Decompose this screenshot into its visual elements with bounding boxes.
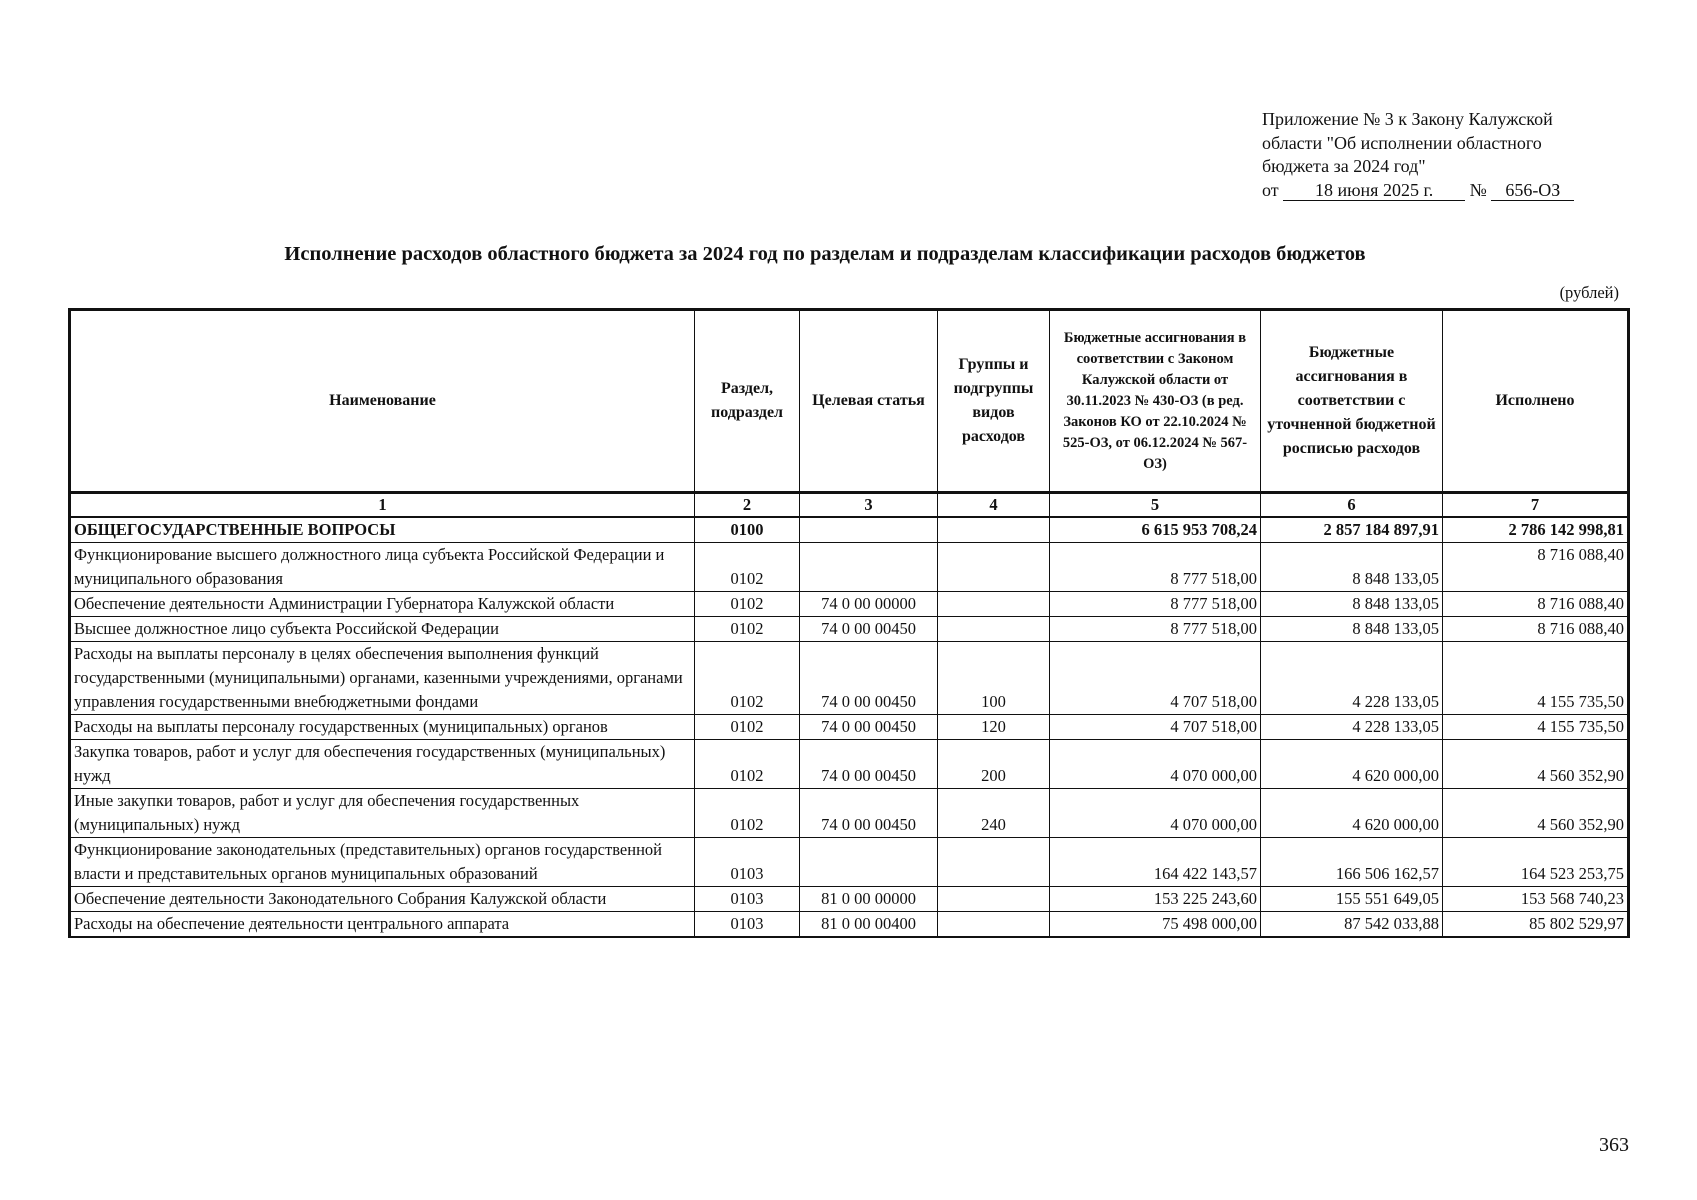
row-name: Высшее должностное лицо субъекта Российской Федерации [70,617,695,642]
appendix-line-3: бюджета за 2024 год" [1262,156,1426,176]
row-group [938,592,1050,617]
row-executed-amount: 4 155 735,50 [1443,642,1629,715]
row-group: 200 [938,740,1050,789]
row-section: 0100 [695,517,800,543]
column-number: 7 [1443,493,1629,518]
row-executed-amount: 4 155 735,50 [1443,715,1629,740]
appendix-date-line [1262,179,1622,203]
row-name: Расходы на выплаты персоналу государственных (муниципальных) органов [70,715,695,740]
header-groups: Группы и подгруппы видов расходов [938,310,1050,493]
row-group [938,617,1050,642]
row-refined-amount: 155 551 649,05 [1261,887,1443,912]
row-target [800,517,938,543]
row-name: Расходы на выплаты персоналу в целях обеспечения выполнения функций государственными (муниципальными) органами, казенными учреждениями, органами управления государственными внебюджетными фондами [70,642,695,715]
row-section: 0102 [695,543,800,592]
row-law-amount: 8 777 518,00 [1050,617,1261,642]
row-refined-amount: 2 857 184 897,91 [1261,517,1443,543]
row-section: 0102 [695,642,800,715]
row-refined-amount: 4 620 000,00 [1261,740,1443,789]
row-law-amount: 4 070 000,00 [1050,740,1261,789]
row-group: 100 [938,642,1050,715]
column-number: 5 [1050,493,1261,518]
table-header-row [70,310,1629,493]
appendix-note [1262,108,1622,202]
row-target: 74 0 00 00450 [800,617,938,642]
column-number: 4 [938,493,1050,518]
row-refined-amount: 4 620 000,00 [1261,789,1443,838]
row-target [800,838,938,887]
row-refined-amount: 87 542 033,88 [1261,912,1443,938]
table-row [70,789,1629,838]
row-executed-amount: 85 802 529,97 [1443,912,1629,938]
row-name: Закупка товаров, работ и услуг для обеспечения государственных (муниципальных) нужд [70,740,695,789]
row-law-amount: 4 707 518,00 [1050,715,1261,740]
row-target: 74 0 00 00450 [800,642,938,715]
number-prefix: № [1469,179,1487,200]
row-group [938,912,1050,938]
document-title: Исполнение расходов областного бюджета за 2024 год по разделам и подразделам классификации расходов бюджетов [284,243,1366,265]
row-executed-amount: 8 716 088,40 [1443,592,1629,617]
row-refined-amount: 8 848 133,05 [1261,592,1443,617]
table-row [70,592,1629,617]
table-row [70,617,1629,642]
row-executed-amount: 4 560 352,90 [1443,789,1629,838]
column-number: 1 [70,493,695,518]
page-number: 363 [1599,1134,1629,1156]
table-row [70,912,1629,938]
row-section: 0103 [695,912,800,938]
row-target: 74 0 00 00000 [800,592,938,617]
table-row [70,887,1629,912]
header-section: Раздел, подраздел [695,310,800,493]
row-group [938,517,1050,543]
appendix-line-2: области "Об исполнении областного [1262,132,1542,153]
row-group: 240 [938,789,1050,838]
row-name: Расходы на обеспечение деятельности центрального аппарата [70,912,695,938]
header-law-allocations: Бюджетные ассигнования в соответствии с Законом Калужской области от 30.11.2023 № 430-ОЗ (в ред. Законов КО от 22.10.2024 № 525-ОЗ, от 06.12.2024 № 567-ОЗ) [1050,310,1261,493]
row-section: 0103 [695,838,800,887]
row-law-amount: 153 225 243,60 [1050,887,1261,912]
table-row [70,543,1629,592]
row-refined-amount: 4 228 133,05 [1261,642,1443,715]
row-target [800,543,938,592]
row-law-amount: 75 498 000,00 [1050,912,1261,938]
row-law-amount: 4 707 518,00 [1050,642,1261,715]
row-name: Функционирование высшего должностного лица субъекта Российской Федерации и муниципального образования [70,543,695,592]
row-target: 81 0 00 00400 [800,912,938,938]
table-row [70,517,1629,543]
row-group [938,543,1050,592]
row-name: ОБЩЕГОСУДАРСТВЕННЫЕ ВОПРОСЫ [70,517,695,543]
date-prefix: от [1262,179,1279,200]
header-refined-allocations: Бюджетные ассигнования в соответствии с уточненной бюджетной росписью расходов [1261,310,1443,493]
row-target: 74 0 00 00450 [800,740,938,789]
column-number: 2 [695,493,800,518]
table-row [70,642,1629,715]
header-executed: Исполнено [1443,310,1629,493]
row-section: 0102 [695,617,800,642]
law-number: 656-ОЗ [1491,180,1574,201]
row-name: Обеспечение деятельности Администрации Губернатора Калужской области [70,592,695,617]
row-target: 74 0 00 00450 [800,789,938,838]
row-executed-amount: 153 568 740,23 [1443,887,1629,912]
row-executed-amount: 8 716 088,40 [1443,543,1629,592]
row-group [938,838,1050,887]
row-law-amount: 8 777 518,00 [1050,543,1261,592]
table-row [70,838,1629,887]
row-refined-amount: 166 506 162,57 [1261,838,1443,887]
row-law-amount: 4 070 000,00 [1050,789,1261,838]
row-group: 120 [938,715,1050,740]
row-name: Функционирование законодательных (представительных) органов государственной власти и представительных органов муниципальных образований [70,838,695,887]
row-target: 81 0 00 00000 [800,887,938,912]
row-name: Иные закупки товаров, работ и услуг для обеспечения государственных (муниципальных) нужд [70,789,695,838]
header-name: Наименование [70,310,695,493]
header-target: Целевая статья [800,310,938,493]
budget-table [68,308,1630,938]
row-name: Обеспечение деятельности Законодательного Собрания Калужской области [70,887,695,912]
row-executed-amount: 2 786 142 998,81 [1443,517,1629,543]
row-refined-amount: 8 848 133,05 [1261,617,1443,642]
units-label: (рублей) [1559,283,1619,302]
column-number: 6 [1261,493,1443,518]
row-law-amount: 6 615 953 708,24 [1050,517,1261,543]
column-number: 3 [800,493,938,518]
column-number-row [70,493,1629,518]
appendix-line-1: Приложение № 3 к Закону Калужской [1262,109,1553,129]
row-law-amount: 8 777 518,00 [1050,592,1261,617]
law-date: 18 июня 2025 г. [1283,180,1465,201]
row-executed-amount: 4 560 352,90 [1443,740,1629,789]
row-target: 74 0 00 00450 [800,715,938,740]
row-section: 0102 [695,740,800,789]
row-section: 0102 [695,715,800,740]
table-row [70,740,1629,789]
row-group [938,887,1050,912]
row-refined-amount: 8 848 133,05 [1261,543,1443,592]
row-section: 0102 [695,789,800,838]
row-executed-amount: 8 716 088,40 [1443,617,1629,642]
row-refined-amount: 4 228 133,05 [1261,715,1443,740]
row-section: 0103 [695,887,800,912]
table-row [70,715,1629,740]
row-law-amount: 164 422 143,57 [1050,838,1261,887]
row-section: 0102 [695,592,800,617]
row-executed-amount: 164 523 253,75 [1443,838,1629,887]
